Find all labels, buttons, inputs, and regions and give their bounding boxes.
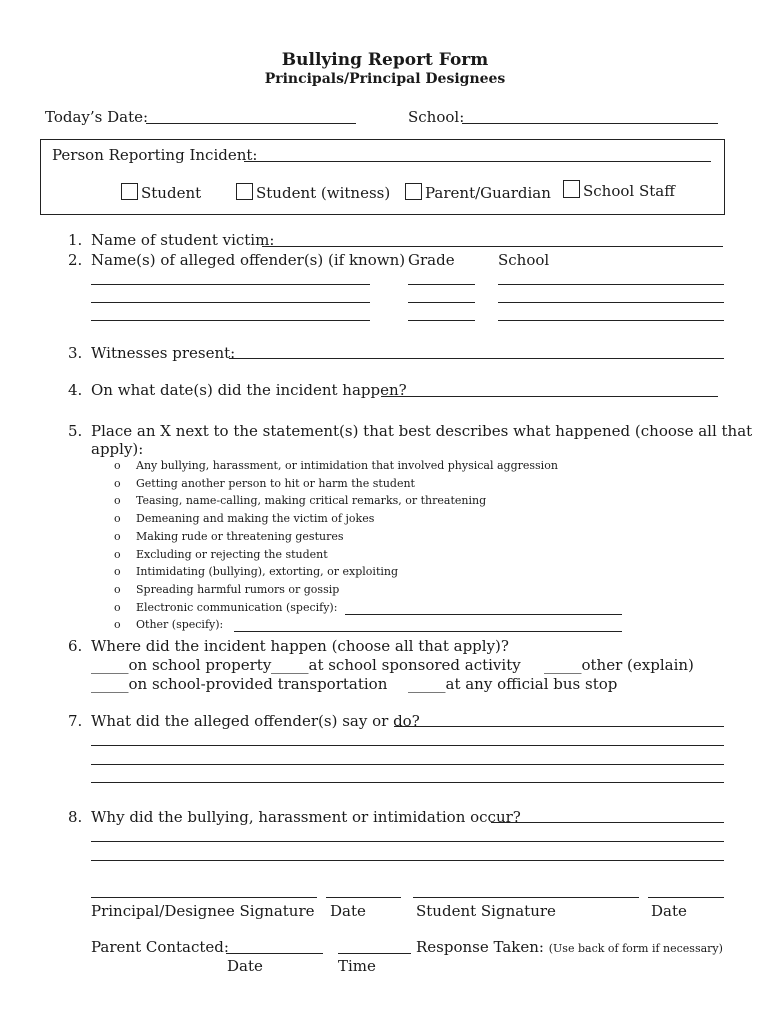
checkbox-label: Parent/Guardian <box>425 184 551 202</box>
q2-text: Name(s) of alleged offender(s) (if known) <box>91 251 406 269</box>
q5-option-marker[interactable]: o <box>114 618 121 631</box>
response-taken-label <box>416 938 723 956</box>
checkbox-label: School Staff <box>583 182 675 200</box>
q3-text: Witnesses present: <box>91 344 236 362</box>
q5-option-marker[interactable]: o <box>114 548 121 561</box>
q4-number: 4. <box>68 381 83 399</box>
q2-number: 2. <box>68 251 83 269</box>
q2-school-label: School <box>498 251 550 269</box>
offender-school-field-1[interactable] <box>498 284 724 285</box>
q5-option-text: Demeaning and making the victim of jokes <box>136 512 375 525</box>
student-signature-label: Student Signature <box>416 902 556 920</box>
location-on-school-property[interactable]: _____on school property <box>91 656 272 674</box>
q5-option-text: Teasing, name-calling, making critical remarks, or threatening <box>136 494 487 507</box>
victim-name-field[interactable] <box>262 246 723 247</box>
q5-option-text: Any bullying, harassment, or intimidation that involved physical aggression <box>136 459 558 472</box>
location-bus-stop[interactable]: _____at any official bus stop <box>408 675 618 693</box>
offender-actions-field-2[interactable] <box>91 745 724 746</box>
q5-option-text: Electronic communication (specify): <box>136 601 338 614</box>
q5-option-marker[interactable]: o <box>114 530 121 543</box>
checkbox-label: Student <box>141 184 202 202</box>
checkbox-icon <box>236 183 253 200</box>
offender-actions-field-1[interactable] <box>394 726 724 727</box>
q8-text: Why did the bullying, harassment or intimidation occur? <box>91 808 521 826</box>
school-label: School: <box>408 108 465 126</box>
q5-text-line2: apply): <box>91 440 144 458</box>
principal-signature-label: Principal/Designee Signature <box>91 902 315 920</box>
offender-actions-field-4[interactable] <box>91 782 724 783</box>
q5-option-text: Getting another person to hit or harm the student <box>136 477 415 490</box>
student-signature-field[interactable] <box>413 897 639 898</box>
checkbox-student[interactable] <box>121 183 201 202</box>
incident-date-field[interactable] <box>381 396 718 397</box>
q5-option-marker[interactable]: o <box>114 601 121 614</box>
q3-number: 3. <box>68 344 83 362</box>
parent-contacted-date-field[interactable] <box>226 953 323 954</box>
q5-option-marker[interactable]: o <box>114 512 121 525</box>
q8-number: 8. <box>68 808 83 826</box>
q1-text: Name of student victim: <box>91 231 275 249</box>
checkbox-icon <box>563 180 580 198</box>
q5-option-text: Intimidating (bullying), extorting, or exploiting <box>136 565 399 578</box>
offender-school-field-3[interactable] <box>498 320 724 321</box>
offender-school-field-2[interactable] <box>498 302 724 303</box>
student-date-label: Date <box>651 902 687 920</box>
checkbox-school-staff[interactable] <box>563 180 675 200</box>
form-subtitle: Principals/Principal Designees <box>264 71 506 87</box>
q5-option-text: Spreading harmful rumors or gossip <box>136 583 340 596</box>
location-school-sponsored-activity[interactable]: _____at school sponsored activity <box>271 656 521 674</box>
q4-text: On what date(s) did the incident happen? <box>91 381 407 399</box>
person-reporting-field[interactable] <box>244 161 711 162</box>
offender-name-field-1[interactable] <box>91 284 370 285</box>
location-school-transportation[interactable]: _____on school-provided transportation <box>91 675 388 693</box>
todays-date-label: Today’s Date: <box>45 108 149 126</box>
q5-text-line1: Place an X next to the statement(s) that best describes what happened (choose all that <box>91 422 753 440</box>
checkbox-icon <box>405 183 422 200</box>
principal-signature-field[interactable] <box>91 897 317 898</box>
q2-grade-label: Grade <box>408 251 455 269</box>
reason-field-2[interactable] <box>91 841 724 842</box>
student-date-field[interactable] <box>648 897 724 898</box>
parent-contacted-label: Parent Contacted: <box>91 938 229 956</box>
checkbox-parent-guardian[interactable] <box>405 183 551 202</box>
electronic-communication-specify-field[interactable] <box>345 614 622 615</box>
location-other[interactable]: _____other (explain) <box>544 656 694 674</box>
person-reporting-label: Person Reporting Incident: <box>52 146 258 164</box>
other-specify-field[interactable] <box>234 631 622 632</box>
reason-field-1[interactable] <box>491 822 724 823</box>
q5-option-marker[interactable]: o <box>114 477 121 490</box>
response-taken-text: Response Taken: <box>416 938 544 956</box>
checkbox-student-witness[interactable] <box>236 183 390 202</box>
q1-number: 1. <box>68 231 83 249</box>
q5-option-marker[interactable]: o <box>114 565 121 578</box>
q5-option-text: Making rude or threatening gestures <box>136 530 344 543</box>
response-taken-note: (Use back of form if necessary) <box>548 942 723 955</box>
principal-date-field[interactable] <box>326 897 401 898</box>
offender-name-field-3[interactable] <box>91 320 370 321</box>
q5-option-marker[interactable]: o <box>114 459 121 472</box>
q6-number: 6. <box>68 637 83 655</box>
parent-contacted-time-label: Time <box>338 957 376 975</box>
checkbox-icon <box>121 183 138 200</box>
q5-option-marker[interactable]: o <box>114 494 121 507</box>
checkbox-label: Student (witness) <box>256 184 391 202</box>
q5-option-text: Excluding or rejecting the student <box>136 548 328 561</box>
todays-date-field[interactable] <box>146 123 356 124</box>
offender-grade-field-2[interactable] <box>408 302 475 303</box>
parent-contacted-date-label: Date <box>227 957 263 975</box>
q7-text: What did the alleged offender(s) say or do? <box>91 712 420 730</box>
principal-date-label: Date <box>330 902 366 920</box>
offender-grade-field-1[interactable] <box>408 284 475 285</box>
offender-grade-field-3[interactable] <box>408 320 475 321</box>
q5-number: 5. <box>68 422 83 440</box>
offender-actions-field-3[interactable] <box>91 764 724 765</box>
q7-number: 7. <box>68 712 83 730</box>
q5-option-text: Other (specify): <box>136 618 224 631</box>
form-title: Bullying Report Form <box>281 50 489 70</box>
school-field[interactable] <box>462 123 718 124</box>
offender-name-field-2[interactable] <box>91 302 370 303</box>
reason-field-3[interactable] <box>91 860 724 861</box>
parent-contacted-time-field[interactable] <box>338 953 411 954</box>
q5-option-marker[interactable]: o <box>114 583 121 596</box>
witnesses-field[interactable] <box>229 358 724 359</box>
q6-text: Where did the incident happen (choose all that apply)? <box>91 637 509 655</box>
